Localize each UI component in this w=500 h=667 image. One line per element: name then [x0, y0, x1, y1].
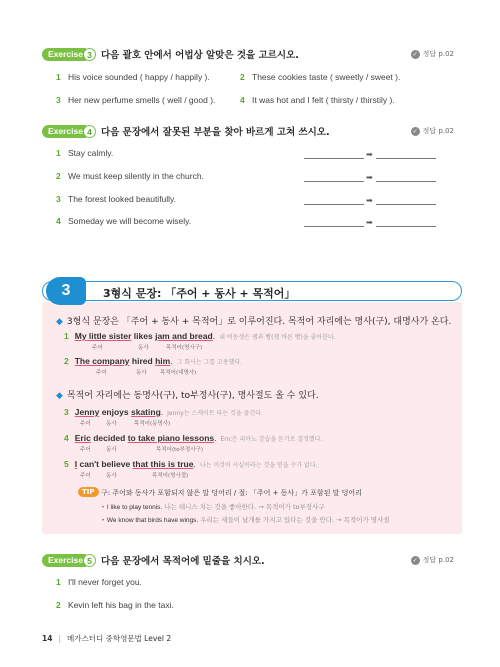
tip-badge: TIP [78, 487, 99, 497]
answer-blank-left[interactable] [304, 158, 364, 159]
item-number: 2 [56, 171, 61, 181]
rule-text: 3형식 문장은 「주어 + 동사 + 목적어」로 이루어진다. 목적어 자리에는 명사(구), 대명사가 온다. [66, 317, 452, 327]
period: . [170, 356, 173, 366]
gloss-object: 목적어(to부정사구) [156, 447, 204, 453]
example-sentence [64, 459, 318, 469]
item-text: It was hot and I felt ( thirsty / thirstily ). [252, 95, 395, 105]
item-text: Someday we will become wisely. [68, 216, 192, 226]
exercise-title: 다음 문장에서 잘못된 부분을 찾아 바르게 고쳐 쓰시오. [100, 127, 330, 138]
tip-example: • I like to play tennis. 나는 테니스 치는 것을 좋아한다. → 목적어가 to부정사구 [101, 503, 325, 511]
example-number: 5 [64, 459, 69, 469]
section-title: 3형식 문장: 「주어 + 동사 + 목적어」 [103, 287, 296, 300]
verb: can't believe [79, 459, 131, 469]
answer-reference [411, 126, 454, 136]
example-sentence [64, 356, 242, 366]
item-number: 2 [56, 600, 61, 610]
gloss-verb: 동사 [106, 473, 117, 479]
exercise-badge: Exercise [42, 125, 86, 138]
object: that this is true [132, 459, 194, 469]
book-title: 메가스터디 중학영문법 Level 2 [66, 634, 172, 643]
answer-ref-text: 정답 p.02 [422, 50, 454, 58]
diamond-icon: ◆ [56, 391, 63, 401]
list-item [56, 600, 174, 610]
answer-ref-text: 정답 p.02 [422, 127, 454, 135]
rule-text: 목적어 자리에는 동명사(구), to부정사(구), 명사절도 올 수 있다. [66, 391, 319, 401]
translation: Eric은 피아노 강습을 듣기로 결정했다. [220, 436, 323, 443]
answer-blank-left[interactable] [304, 204, 364, 205]
gloss-verb: 동사 [106, 447, 117, 453]
exercise-4-header [42, 124, 330, 138]
item-text: The forest looked beautifully. [68, 194, 177, 204]
answer-blank-left[interactable] [304, 181, 364, 182]
gloss-subject: 주어 [92, 345, 103, 351]
verb: hired [131, 356, 153, 366]
gloss-object: 목적어(명사절) [152, 473, 189, 479]
answer-reference [411, 49, 454, 59]
gloss-subject: 주어 [80, 473, 91, 479]
section-number: 3 [46, 277, 86, 305]
exercise-number: 4 [83, 125, 96, 138]
item-number: 3 [56, 95, 61, 105]
exercise-3-header [42, 47, 299, 61]
gloss-verb: 동사 [106, 421, 117, 427]
gloss-verb: 동사 [136, 370, 147, 376]
gloss-verb: 동사 [138, 345, 149, 351]
tip-example: • We know that birds have wings. 우리는 새들이 날개를 가지고 있다는 것을 안다. → 목적어가 명사절 [101, 516, 390, 524]
translation: Jenny는 스케이트 타는 것을 즐긴다. [167, 410, 263, 417]
item-number: 3 [56, 194, 61, 204]
tip-example-en: I like to play tennis. [106, 504, 163, 511]
gloss-object: 목적어(대명사) [160, 370, 197, 376]
example-number: 1 [64, 331, 69, 341]
example-sentence [64, 331, 336, 341]
list-item [56, 577, 142, 587]
item-text: Her new perfume smells ( well / good ). [68, 95, 216, 105]
list-item [240, 95, 395, 105]
exercise-title: 다음 문장에서 목적어에 밑줄을 치시오. [100, 556, 265, 567]
list-item [56, 194, 176, 204]
answer-blank-right[interactable] [376, 181, 436, 182]
check-icon: ✓ [412, 50, 418, 58]
object: him [155, 356, 171, 366]
exercise-5-header [42, 553, 265, 567]
item-number: 1 [56, 72, 61, 82]
example-sentence [64, 433, 322, 443]
period: . [214, 433, 217, 443]
list-item [56, 148, 113, 158]
check-icon: ✓ [412, 127, 418, 135]
item-text: I'll never forget you. [68, 577, 142, 587]
list-item [56, 216, 191, 226]
period: . [193, 459, 196, 469]
gloss-subject: 주어 [80, 447, 91, 453]
tip-example-ko: 우리는 새들이 날개를 가지고 있다는 것을 안다. → 목적어가 명사절 [200, 516, 390, 524]
tip-example-en: We know that birds have wings. [106, 517, 199, 524]
exercise-title: 다음 괄호 안에서 어법상 알맞은 것을 고르시오. [100, 50, 299, 61]
arrow-right-icon: ➡ [366, 150, 373, 159]
object: jam and bread [155, 331, 213, 341]
period: . [160, 407, 164, 417]
subject: My little sister [74, 331, 132, 341]
translation: 그 회사는 그를 고용했다. [176, 359, 243, 366]
item-number: 4 [240, 95, 245, 105]
list-item [56, 171, 204, 181]
answer-blank-right[interactable] [376, 204, 436, 205]
tip-example-ko: 나는 테니스 치는 것을 좋아한다. → 목적어가 to부정사구 [164, 503, 325, 511]
arrow-right-icon: ➡ [366, 218, 373, 227]
list-item [56, 72, 210, 82]
example-sentence [64, 407, 263, 417]
object: to take piano lessons [127, 433, 215, 443]
tip-text: 구: 주어와 동사가 포함되지 않은 말 덩어리 / 절: 「주어 + 동사」가 포함된 말 덩어리 [101, 489, 362, 497]
answer-ref-text: 정답 p.02 [422, 556, 454, 564]
verb: decided [93, 433, 126, 443]
example-number: 3 [64, 407, 69, 417]
item-text: His voice sounded ( happy / happily ). [68, 72, 210, 82]
item-text: Kevin left his bag in the taxi. [68, 600, 174, 610]
answer-blank-left[interactable] [304, 226, 364, 227]
subject: Eric [74, 433, 91, 443]
subject: I [74, 459, 78, 469]
diamond-icon: ◆ [56, 317, 63, 327]
arrow-right-icon: ➡ [366, 173, 373, 182]
example-number: 4 [64, 433, 69, 443]
gloss-object: 목적어(명사구) [166, 345, 203, 351]
exercise-number: 3 [83, 48, 96, 61]
item-number: 1 [56, 148, 61, 158]
object: skating [131, 407, 161, 417]
translation: 나는 이것이 사실이라는 것을 믿을 수가 없다. [199, 462, 318, 469]
list-item [56, 95, 215, 105]
item-number: 4 [56, 216, 61, 226]
grammar-rule [56, 314, 451, 327]
item-text: Stay calmly. [68, 148, 114, 158]
page-footer: 14 | 메가스터디 중학영문법 Level 2 [42, 634, 172, 643]
answer-blank-right[interactable] [376, 158, 436, 159]
check-icon: ✓ [412, 556, 418, 564]
subject: The company [74, 356, 130, 366]
verb: likes [133, 331, 153, 341]
item-number: 2 [240, 72, 245, 82]
subject: Jenny [74, 407, 100, 417]
answer-blank-right[interactable] [376, 226, 436, 227]
exercise-badge: Exercise [42, 48, 86, 61]
exercise-badge: Exercise [42, 554, 86, 567]
gloss-subject: 주어 [96, 370, 107, 376]
item-text: These cookies taste ( sweetly / sweet ). [252, 72, 401, 82]
gloss-object: 목적어(동명사) [134, 421, 171, 427]
period: . [212, 331, 216, 341]
answer-reference [411, 555, 454, 565]
arrow-right-icon: ➡ [366, 196, 373, 205]
item-number: 1 [56, 577, 61, 587]
list-item [240, 72, 400, 82]
page-number: 14 [42, 634, 53, 643]
grammar-rule [56, 388, 319, 401]
translation: 내 여동생은 잼과 빵(잼 바른 빵)을 좋아한다. [219, 334, 336, 341]
gloss-subject: 주어 [80, 421, 91, 427]
example-number: 2 [64, 356, 69, 366]
verb: enjoys [101, 407, 129, 417]
exercise-number: 5 [83, 554, 96, 567]
item-text: We must keep silently in the church. [68, 171, 204, 181]
